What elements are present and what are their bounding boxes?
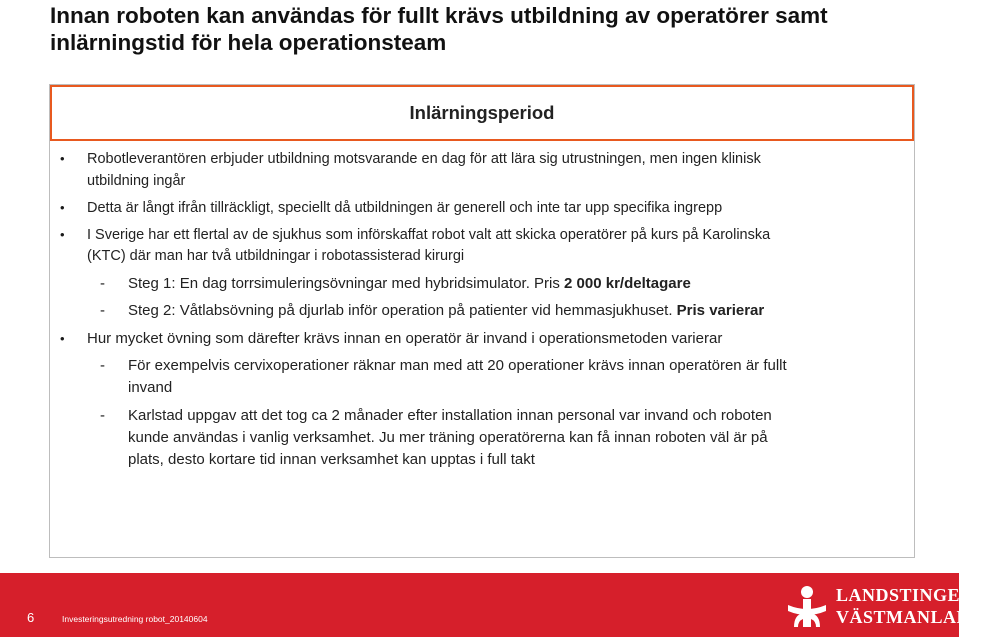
step-1-price-label: Pris	[529, 275, 565, 292]
document-reference: Investeringsutredning robot_20140604	[62, 614, 208, 624]
bullet-2-line-1: Detta är långt ifrån tillräckligt, speciellt då utbildningen är generell och inte tar upp specifika ingrepp	[87, 200, 723, 216]
step-1-desc: Steg 1: En dag torrsimuleringsövningar med hybridsimulator.	[128, 275, 530, 292]
dash-marker: -	[100, 275, 105, 292]
bullet-4-line-1: Hur mycket övning som därefter krävs innan en operatör är invand i operationsmetoden varierar	[87, 330, 723, 347]
bullet-3-line-1: I Sverige har ett flertal av de sjukhus som införskaffat robot valt att skicka operatörer på kurs på Karolinska	[87, 227, 771, 243]
step-2-desc: Steg 2: Våtlabsövning på djurlab inför operation på patienter vid hemmasjukhuset.	[128, 302, 677, 319]
page-number: 6	[27, 610, 35, 625]
cervix-line-1: För exempelvis cervixoperationer räknar man med att 20 operationer krävs innan operatören är fullt	[128, 357, 787, 374]
content-panel	[49, 84, 915, 558]
karlstad-line-1: Karlstad uppgav att det tog ca 2 månader efter installation innan personal var invand och roboten	[128, 407, 772, 424]
footer-bar	[0, 573, 984, 637]
step-2-text	[128, 300, 898, 322]
bullet-marker: •	[60, 151, 65, 166]
bullet-1-line-1: Robotleverantören erbjuder utbildning motsvarande en dag för att lära sig utrustningen, men ingen klinisk	[87, 151, 761, 167]
dash-marker: -	[100, 302, 105, 319]
cervix-line-2: invand	[128, 379, 173, 396]
bullet-1-line-2: utbildning ingår	[87, 173, 186, 189]
slide-title-line-1: Innan roboten kan användas för fullt krävs utbildning av operatörer samt	[50, 3, 828, 28]
slide-title	[50, 2, 950, 56]
dash-marker: -	[100, 407, 105, 424]
step-1-text	[128, 273, 898, 295]
logo-text-line-2: VÄSTMANLAND	[836, 607, 984, 627]
bullet-3-line-2: (KTC) där man har två utbildningar i robotassisterad kirurgi	[87, 248, 465, 264]
step-2-price: Pris varierar	[676, 302, 765, 319]
karlstad-line-3: plats, desto kortare tid innan verksamhet kan upptas i full takt	[128, 451, 535, 468]
step-1-price: 2 000 kr/deltagare	[564, 275, 691, 292]
bullet-marker: •	[60, 227, 65, 242]
karlstad-line-2: kunde användas i vanlig verksamhet. Ju mer träning operatörerna kan få innan roboten väl är på	[128, 429, 768, 446]
dash-marker: -	[100, 357, 105, 374]
slide-title-line-2: inlärningstid för hela operationsteam	[50, 30, 447, 55]
logo-emblem-icon	[784, 583, 830, 629]
logo-text-line-1: LANDSTINGET	[836, 585, 973, 605]
bullet-marker: •	[60, 200, 65, 215]
bullet-marker: •	[60, 331, 65, 346]
panel-header: Inlärningsperiod	[50, 85, 914, 141]
landstinget-logo	[784, 579, 984, 633]
